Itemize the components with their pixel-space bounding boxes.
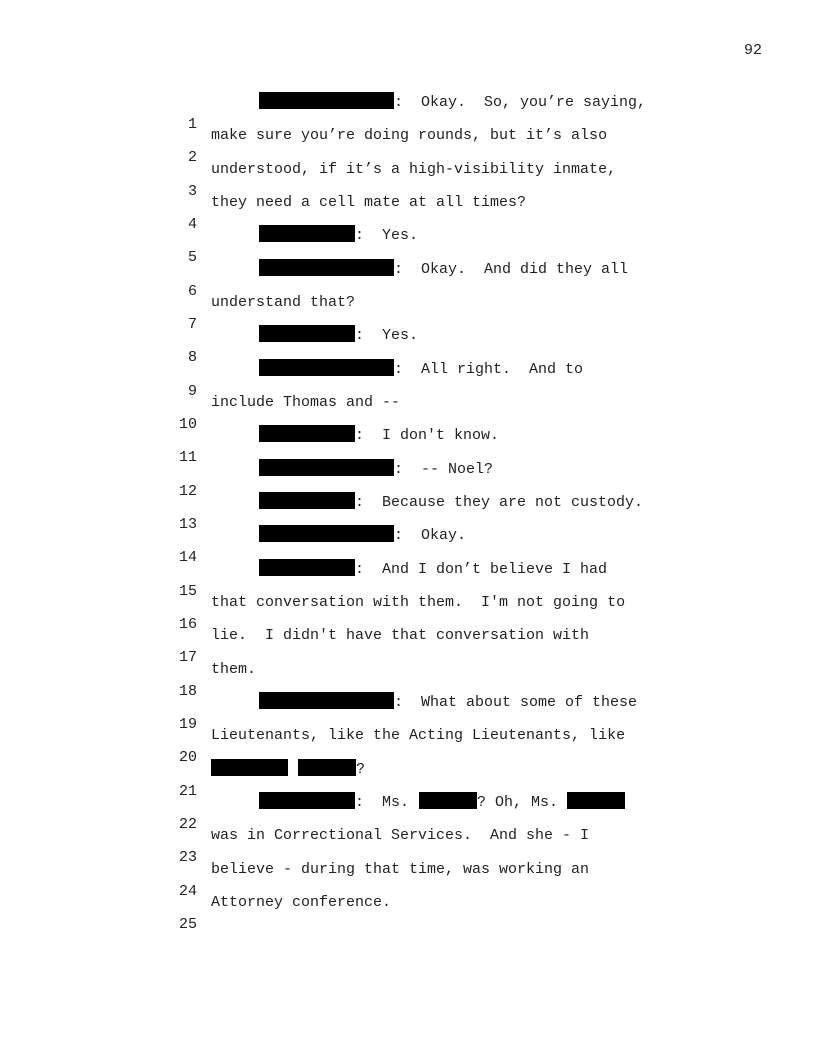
- redaction-bar: [259, 425, 355, 442]
- line-text: [259, 792, 625, 814]
- line-content: : Because they are not custody.: [355, 494, 644, 511]
- line-content: : -- Noel?: [394, 461, 494, 478]
- line-content: : I don't know.: [355, 427, 500, 444]
- line-text: Lieutenants, like the Acting Lieutenants, like: [211, 727, 626, 744]
- transcript-line: [0, 359, 816, 400]
- redaction-bar: [259, 692, 394, 709]
- line-content: : Yes.: [355, 227, 419, 244]
- line-text: [211, 759, 365, 781]
- line-number: 6: [187, 283, 197, 300]
- redaction-bar: [567, 792, 625, 809]
- transcript-line: [0, 625, 816, 666]
- line-content: ? Oh, Ms.: [477, 794, 559, 811]
- redaction-bar: [259, 92, 394, 109]
- line-text: [259, 492, 643, 514]
- transcript-line: [0, 125, 816, 166]
- line-text: Attorney conference.: [211, 894, 392, 911]
- line-text: them.: [211, 661, 257, 678]
- transcript-line: [0, 425, 816, 466]
- line-number: 13: [178, 516, 197, 533]
- transcript-line: [0, 692, 816, 733]
- line-text: understand that?: [211, 294, 356, 311]
- line-number: 17: [178, 649, 197, 666]
- line-text: [259, 459, 493, 481]
- redaction-bar: [259, 325, 355, 342]
- line-number: 15: [178, 583, 197, 600]
- redaction-bar: [419, 792, 477, 809]
- line-text: they need a cell mate at all times?: [211, 194, 527, 211]
- line-number: 5: [187, 249, 197, 266]
- line-content: : And I don’t believe I had: [355, 561, 608, 578]
- transcript-line: [0, 392, 816, 433]
- transcript-line: [0, 459, 816, 500]
- line-number: 9: [187, 383, 197, 400]
- transcript-line: [0, 259, 816, 300]
- line-content: : Yes.: [355, 327, 419, 344]
- redaction-bar: [211, 759, 288, 776]
- transcript-line: [0, 825, 816, 866]
- line-content: : Okay. So, you’re saying,: [394, 94, 647, 111]
- redaction-bar: [259, 492, 355, 509]
- page-number: 92: [743, 42, 762, 59]
- transcript-line: [0, 725, 816, 766]
- line-text: that conversation with them. I'm not going to: [211, 594, 626, 611]
- transcript-line: [0, 192, 816, 233]
- line-number: 12: [178, 483, 197, 500]
- line-text: [259, 359, 583, 381]
- line-text: [259, 92, 646, 114]
- transcript-line: [0, 592, 816, 633]
- line-number: 10: [178, 416, 197, 433]
- transcript-line: [0, 325, 816, 366]
- line-number: 11: [178, 449, 197, 466]
- line-text: lie. I didn't have that conversation with: [211, 627, 590, 644]
- redaction-bar: [259, 559, 355, 576]
- line-text: [259, 692, 637, 714]
- line-text: [259, 259, 628, 281]
- line-text: include Thomas and --: [211, 394, 401, 411]
- redaction-bar: [259, 225, 355, 242]
- line-number: 24: [178, 883, 197, 900]
- transcript-line: [0, 225, 816, 266]
- line-number: 22: [178, 816, 197, 833]
- line-number: 14: [178, 549, 197, 566]
- redaction-bar: [259, 359, 394, 376]
- line-text: believe - during that time, was working an: [211, 861, 590, 878]
- transcript-line: [0, 525, 816, 566]
- redaction-bar: [259, 459, 394, 476]
- line-number: 8: [187, 349, 197, 366]
- line-number: 18: [178, 683, 197, 700]
- transcript-line: [0, 492, 816, 533]
- line-content: : Okay. And did they all: [394, 261, 629, 278]
- line-number: 1: [187, 116, 197, 133]
- redaction-bar: [259, 259, 394, 276]
- transcript-line: [0, 892, 816, 933]
- line-content: : Ms.: [355, 794, 410, 811]
- line-number: 19: [178, 716, 197, 733]
- line-text: make sure you’re doing rounds, but it’s also: [211, 127, 608, 144]
- transcript-line: [0, 859, 816, 900]
- line-text: [259, 425, 499, 447]
- line-content: ?: [356, 761, 366, 778]
- line-text: [259, 225, 418, 247]
- line-text: [259, 525, 466, 547]
- line-content: : What about some of these: [394, 694, 638, 711]
- line-content: : All right. And to: [394, 361, 584, 378]
- line-number: 21: [178, 783, 197, 800]
- transcript-line: [0, 659, 816, 700]
- transcript-line: [0, 559, 816, 600]
- transcript-line: [0, 92, 816, 133]
- transcript-line: [0, 292, 816, 333]
- transcript-line: [0, 792, 816, 833]
- transcript-line: [0, 759, 816, 800]
- line-text: was in Correctional Services. And she - I: [211, 827, 590, 844]
- line-text: [259, 325, 418, 347]
- redaction-bar: [259, 792, 355, 809]
- line-number: 7: [187, 316, 197, 333]
- line-number: 4: [187, 216, 197, 233]
- line-number: 23: [178, 849, 197, 866]
- line-number: 16: [178, 616, 197, 633]
- line-number: 25: [178, 916, 197, 933]
- transcript-line: [0, 159, 816, 200]
- line-number: 20: [178, 749, 197, 766]
- line-number: 2: [187, 149, 197, 166]
- redaction-bar: [298, 759, 356, 776]
- line-text: understood, if it’s a high-visibility inmate,: [211, 161, 617, 178]
- line-text: [259, 559, 607, 581]
- line-number: 3: [187, 183, 197, 200]
- line-content: : Okay.: [394, 527, 467, 544]
- redaction-bar: [259, 525, 394, 542]
